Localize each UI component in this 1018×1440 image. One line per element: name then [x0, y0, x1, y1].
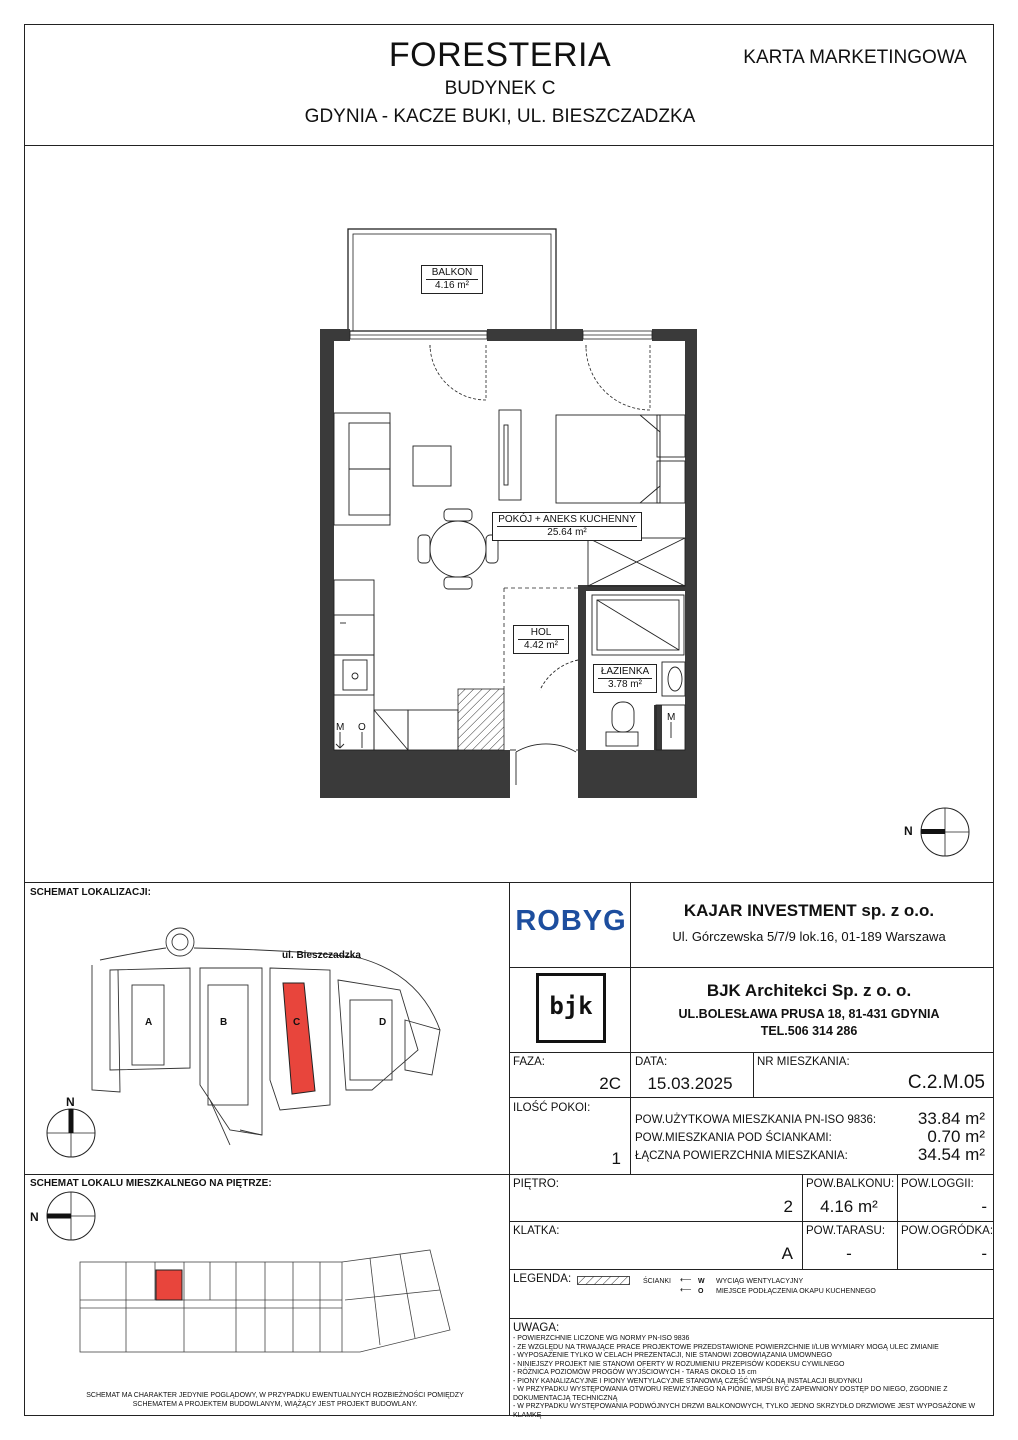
note-item: - ZE WZGLĘDU NA TRWAJĄCE PRACE PROJEKTOWE PRZEDSTAWIONE POWIERZCHNIE I/LUB WYMIARY MOGĄ ULEC ZMIANIE — [513, 1343, 939, 1351]
balcony-label: BALKON 4.16 m² — [421, 265, 483, 294]
under-walls-area-label: POW.MIESZKANIA POD ŚCIANKAMI: — [635, 1132, 832, 1144]
toilet — [606, 702, 638, 746]
note-item: - W PRZYPADKU WYSTĘPOWANIA OTWORU REWIZYJNEGO NA PIONIE, MUSI BYĆ ZAPEWNIONY DOSTĘP DO NIEGO, ZGODNIE Z DOKUMENTACJĄ TECHNICZNĄ — [513, 1386, 948, 1402]
rooms-value: 1 — [611, 1149, 621, 1168]
scheme-disclaimer: SCHEMAT MA CHARAKTER JEDYNIE POGLĄDOWY, W PRZYPADKU EWENTUALNYCH ROZBIEŻNOŚCI POMIĘDZY SCHEMATEM A PROJEKTEM BUDOWLANYM, WIĄŻĄCY JEST PROJEKT BUDOWLANY. — [86, 1392, 464, 1408]
developer-name: KAJAR INVESTMENT sp. z o.o. — [683, 901, 935, 920]
notes-title: UWAGA: — [513, 1322, 560, 1334]
location-label: GDYNIA - KACZE BUKI, UL. BIESZCZADZKA — [304, 106, 696, 127]
legend-w-text: WYCIĄG WENTYLACYJNY — [716, 1278, 804, 1285]
usable-area-value: 33.84 m² — [917, 1109, 985, 1128]
map-compass-label: N — [66, 1095, 75, 1109]
total-area-label: ŁĄCZNA POWIERZCHNIA MIESZKANIA: — [635, 1150, 848, 1162]
note-item: - NINIEJSZY PROJEKT NIE STANOWI OFERTY W ROZUMIENIU PRZEPISÓW KODEKSU CYWILNEGO — [513, 1360, 845, 1368]
note-item: - POWIERZCHNIE LICZONE WG NORMY PN-ISO 9836 — [513, 1335, 690, 1342]
phase-value: 2C — [599, 1074, 621, 1093]
rooms-label: ILOŚĆ POKOI: — [513, 1102, 591, 1114]
project-title: FORESTERIA — [388, 36, 612, 74]
sofa — [334, 413, 390, 525]
building-label: BUDYNEK C — [444, 78, 556, 99]
bjk-logo: bjk — [536, 973, 606, 1043]
note-item: - PIONY KANALIZACYJNE I PIONY WENTYLACYJNE STANOWIĄ CZĘŚĆ WSPÓLNĄ INSTALACJI BUDYNKU — [513, 1377, 863, 1385]
note-item: - WYPOSAŻENIE TYLKO W CELACH PREZENTACJI, NIE STANOWI ZOBOWIĄZANIA UMOWNEGO — [513, 1352, 832, 1359]
building-d-label: D — [379, 1017, 387, 1028]
garden-area-label: POW.OGRÓDKA: — [901, 1225, 994, 1237]
building-c-highlight — [283, 983, 315, 1094]
floor-scheme-title: SCHEMAT LOKALU MIESZKALNEGO NA PIĘTRZE: — [30, 1178, 272, 1189]
card-type: KARTA MARKETINGOWA — [743, 47, 967, 68]
garden-area-value: - — [981, 1244, 987, 1263]
terrace-area-value: - — [846, 1244, 852, 1263]
dining-table — [418, 509, 498, 589]
location-map — [24, 898, 509, 1173]
compass — [921, 808, 969, 856]
vent-m-kitchen: M — [336, 722, 345, 733]
building-b-label: B — [220, 1017, 228, 1028]
apartment-highlight — [156, 1270, 182, 1300]
floor-value: 2 — [783, 1197, 793, 1216]
building-c-label: C — [293, 1017, 301, 1028]
hall-label: HOL 4.42 m² — [513, 625, 569, 654]
under-walls-area-value: 0.70 m² — [927, 1127, 985, 1146]
date-label: DATA: — [635, 1056, 668, 1068]
floor-label: PIĘTRO: — [513, 1178, 560, 1190]
developer-address: Ul. Górczewska 5/7/9 lok.16, 01-189 Warszawa — [672, 929, 946, 944]
total-area-value: 34.54 m² — [917, 1145, 985, 1164]
vent-o-kitchen: O — [358, 722, 366, 733]
balcony-area-label: POW.BALKONU: — [806, 1178, 895, 1190]
compass-label: N — [904, 824, 913, 838]
apt-number-value: C.2.M.05 — [907, 1072, 985, 1093]
balcony-area-value: 4.16 m² — [820, 1197, 878, 1216]
location-scheme-title: SCHEMAT LOKALIZACJI: — [30, 887, 151, 898]
legend-wall-swatch — [577, 1276, 631, 1286]
architect-name: BJK Architekci Sp. z o. o. — [706, 981, 912, 1000]
stair-value: A — [781, 1244, 793, 1263]
legend-walls: ŚCIANKI — [643, 1278, 672, 1285]
legend-w-code: W — [698, 1278, 705, 1285]
notes-list — [513, 1335, 987, 1420]
vent-m-bath: M — [667, 712, 676, 723]
floor-scheme-map — [24, 1190, 509, 1390]
building-a-label: A — [145, 1017, 153, 1028]
floor-compass-label: N — [30, 1210, 39, 1224]
legend-o-code: O — [698, 1288, 704, 1295]
architect-phone: TEL.506 314 286 — [760, 1024, 858, 1038]
terrace-area-label: POW.TARASU: — [806, 1225, 886, 1237]
loggia-area-value: - — [981, 1197, 987, 1216]
stair-label: KLATKA: — [513, 1225, 560, 1237]
living-room-label: POKÓJ + ANEKS KUCHENNY 25.64 m² — [492, 512, 642, 541]
bed — [556, 415, 685, 503]
phase-label: FAZA: — [513, 1056, 545, 1068]
street-label: ul. Bieszczadzka — [282, 950, 361, 961]
loggia-area-label: POW.LOGGII: — [901, 1178, 974, 1190]
legend-o-arrow-icon: ⟵ — [680, 1285, 692, 1294]
date-value: 15.03.2025 — [647, 1074, 733, 1093]
map-compass — [47, 1109, 95, 1157]
note-item: - W PRZYPADKU WYSTĘPOWANIA PODWÓJNYCH DRZWI BALKONOWYCH, TYLKO JEDNO SKRZYDŁO DRZWIOWE JEST WYPOSAŻONE W KLAMKĘ — [513, 1403, 976, 1419]
bathroom-label: ŁAZIENKA 3.78 m² — [593, 664, 657, 693]
architect-address: UL.BOLESŁAWA PRUSA 18, 81-431 GDYNIA — [678, 1007, 940, 1021]
robyg-logo: ROBYG — [515, 905, 627, 937]
legend-w-arrow-icon: ⟵ — [680, 1275, 692, 1284]
apt-number-label: NR MIESZKANIA: — [757, 1056, 850, 1068]
shower — [592, 595, 684, 655]
note-item: - RÓŻNICA POZIOMÓW PROGÓW WYJŚCIOWYCH - TARAS OKOŁO 15 cm — [513, 1369, 757, 1376]
kitchen — [334, 580, 458, 750]
legend-o-text: MIEJSCE PODŁĄCZENIA OKAPU KUCHENNEGO — [716, 1288, 876, 1295]
floor-compass — [47, 1192, 95, 1240]
legend-title: LEGENDA: — [513, 1273, 572, 1285]
usable-area-label: POW.UŻYTKOWA MIESZKANIA PN-ISO 9836: — [635, 1114, 877, 1126]
